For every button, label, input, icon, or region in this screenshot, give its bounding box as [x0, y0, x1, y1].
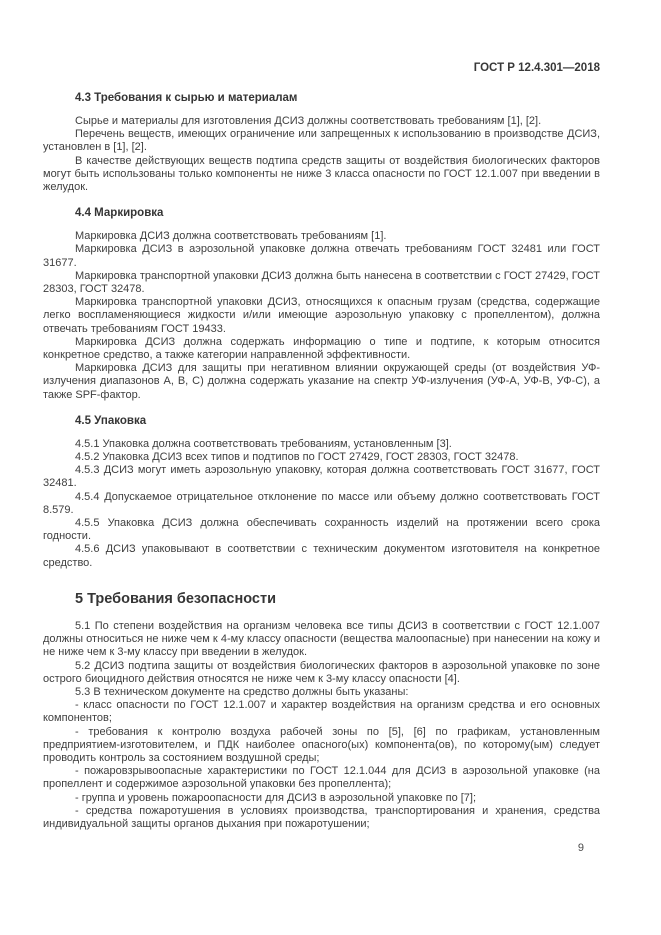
paragraph: 4.5.4 Допускаемое отрицательное отклонение по массе или объему должно соответствовать ГОСТ 8.579. [43, 490, 600, 516]
paragraph: Маркировка ДСИЗ должна соответствовать требованиям [1]. [75, 230, 387, 243]
paragraph: Маркировка транспортной упаковки ДСИЗ, относящихся к опасным грузам (средства, содержащие легко воспламеняющиеся жидкости и/или имеющие аэрозольную упаковку с пропеллентом), должна отвечать требованиям ГОСТ 19433. [43, 296, 600, 335]
paragraph: 5.3 В техническом документе на средство должны быть указаны: [75, 685, 409, 698]
chapter-heading: 5 Требования безопасности [75, 590, 277, 607]
paragraph: 4.5.2 Упаковка ДСИЗ всех типов и подтипов по ГОСТ 27429, ГОСТ 28303, ГОСТ 32478. [75, 451, 519, 464]
paragraph: 4.5.3 ДСИЗ могут иметь аэрозольную упаковку, которая должна соответствовать ГОСТ 31677, ГОСТ 32481. [43, 464, 600, 490]
paragraph: - группа и уровень пожароопасности для ДСИЗ в аэрозольной упаковке по [7]; [75, 791, 477, 804]
paragraph: - пожаровзрывоопасные характеристики по ГОСТ 12.1.044 для ДСИЗ в аэрозольной упаковке (на пропеллент и содержимое аэрозольной упаковки без пропеллента); [43, 765, 600, 791]
document-body [43, 92, 600, 831]
paragraph: 4.5.5 Упаковка ДСИЗ должна обеспечивать сохранность изделий на протяжении всего срока годности. [43, 517, 600, 543]
paragraph: 4.5.1 Упаковка должна соответствовать требованиям, установленным [3]. [75, 437, 452, 450]
paragraph: - требования к контролю воздуха рабочей зоны по [5], [6] по графикам, установленным предприятием-изготовителем, и ПДК наиболее опасного(ых) компонента(ов), по которому(ым) следует проводить контроль за состоянием воздушной среды; [43, 725, 600, 764]
paragraph: - класс опасности по ГОСТ 12.1.007 и характер воздействия на организм средства и его основных компонентов; [43, 699, 600, 725]
paragraph: Маркировка транспортной упаковки ДСИЗ должна быть нанесена в соответствии с ГОСТ 27429, ГОСТ 28303, ГОСТ 32478. [43, 269, 600, 296]
paragraph: Перечень веществ, имеющих ограничение или запрещенных к использованию в производстве ДСИЗ, установлен в [1], [2]. [43, 128, 600, 154]
doc-code-header: ГОСТ Р 12.4.301—2018 [473, 62, 600, 74]
paragraph: 4.5.6 ДСИЗ упаковывают в соответствии с техническим документом изготовителя на конкретное средство. [43, 543, 600, 569]
section-heading: 4.5 Упаковка [75, 414, 147, 427]
paragraph: Маркировка ДСИЗ для защиты при негативном влиянии окружающей среды (от воздействия УФ-излучения диапазонов А, В, С) должна содержать указание на спектр УФ-излучения (УФ-А, УФ-В, УФ-С), а также SPF-фактор. [43, 362, 600, 401]
paragraph: Маркировка ДСИЗ в аэрозольной упаковке должна отвечать требованиям ГОСТ 32481 или ГОСТ 31677. [43, 243, 600, 269]
paragraph: Маркировка ДСИЗ должна содержать информацию о типе и подтипе, к которым относится конкретное средство, а также категории направленной эффективности. [43, 335, 600, 362]
paragraph: - средства пожаротушения в условиях производства, транспортирования и хранения, средства индивидуальной защиты органов дыхания при пожаротушении; [43, 804, 600, 830]
paragraph: 5.2 ДСИЗ подтипа защиты от воздействия биологических факторов в аэрозольной упаковке по зоне острого биоцидного действия относятся не ниже чем к 3-му классу опасности [4]. [43, 659, 600, 685]
section-heading: 4.4 Маркировка [75, 207, 164, 220]
paragraph: В качестве действующих веществ подтипа средств защиты от воздействия биологических факторов могут быть использованы только компоненты не ниже 3 класса опасности по ГОСТ 12.1.007 при введении в желудок. [43, 154, 600, 194]
page-number: 9 [577, 842, 584, 854]
paragraph: Сырье и материалы для изготовления ДСИЗ должны соответствовать требованиям [1], [2]. [75, 115, 542, 127]
paragraph: 5.1 По степени воздействия на организм человека все типы ДСИЗ в соответствии с ГОСТ 12.1.007 должны относиться не ниже чем к 4-му классу опасности (вещества малоопасные) при нанесении на кожу и не ниже чем к 3-му классу при введении в желудок. [43, 619, 600, 659]
page-content [43, 62, 600, 831]
section-heading: 4.3 Требования к сырью и материалам [75, 92, 298, 104]
